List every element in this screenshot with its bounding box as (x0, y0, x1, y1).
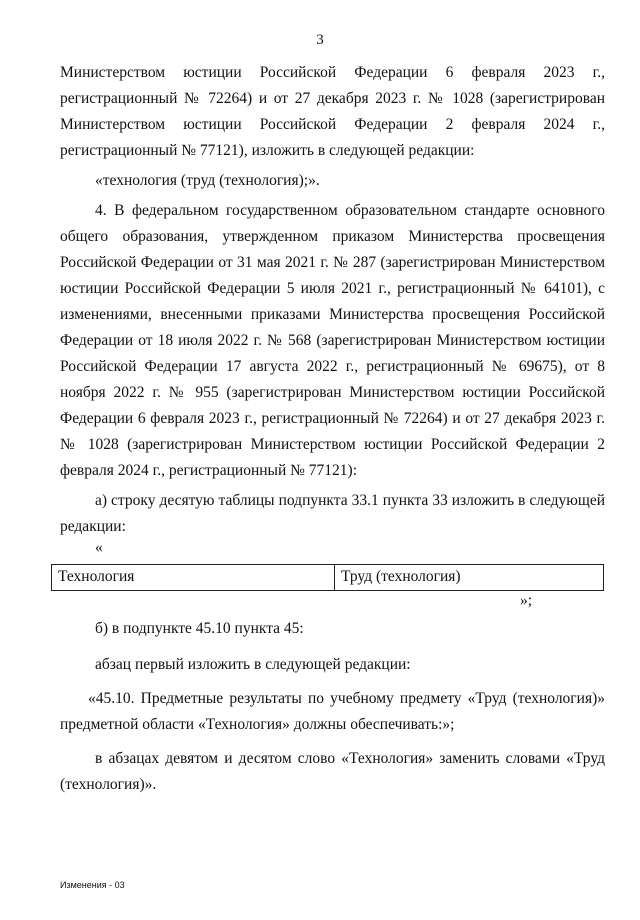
paragraph: абзац первый изложить в следующей редакции: (95, 656, 411, 673)
document-body-bottom (60, 616, 605, 798)
paragraph: в абзацах девятом и десятом слово «Технология» заменить словами «Труд (технология)». (60, 750, 605, 793)
paragraph: 4. В федеральном государственном образовательном стандарте основного общего образования, утвержденном приказом Министерства просвещения Российской Федерации от 31 мая 2021 г. № 287 (зарегистрирован Министерством юстиции Российской Федерации 5 июля 2021 г., регистрационный № 64101), с изменениями, внесенными приказами Министерства просвещения Российской Федерации от 18 июля 2022 г. № 568 (зарегистрирован Министерством юстиции Российской Федерации 17 августа 2022 г., регистрационный № 69675), от 8 ноября 2022 г. № 955 (зарегистрирован Министерством юстиции Российской Федерации 6 февраля 2023 г., регистрационный № 72264) и от 27 декабря 2023 г. № 1028 (зарегистрирован Министерством юстиции Российской Федерации 2 февраля 2024 г., регистрационный № 77121): (60, 202, 605, 479)
quote-close-mark: »; (520, 592, 533, 609)
table-cell: Технология (52, 565, 335, 591)
page-number: 3 (316, 32, 324, 48)
paragraph: «технология (труд (технология);». (95, 172, 320, 189)
paragraph: б) в подпункте 45.10 пункта 45: (95, 620, 304, 637)
table-row (52, 565, 604, 591)
paragraph: а) строку десятую таблицы подпункта 33.1 пункта 33 изложить в следующей редакции: (60, 492, 605, 535)
document-body-top (60, 60, 605, 540)
replacement-table (51, 564, 604, 591)
quote-open-mark: « (95, 539, 103, 556)
table-cell: Труд (технология) (335, 565, 604, 591)
paragraph: Министерством юстиции Российской Федерации 6 февраля 2023 г., регистрационный № 72264) и от 27 декабря 2023 г. № 1028 (зарегистрирован Министерством юстиции Российской Федерации 2 февраля 2024 г., регистрационный № 77121), изложить в следующей редакции: (60, 64, 605, 159)
paragraph: «45.10. Предметные результаты по учебному предмету «Труд (технология)» предметной области «Технология» должны обеспечивать:»; (60, 690, 605, 733)
footer-label: Изменения - 03 (60, 880, 125, 890)
